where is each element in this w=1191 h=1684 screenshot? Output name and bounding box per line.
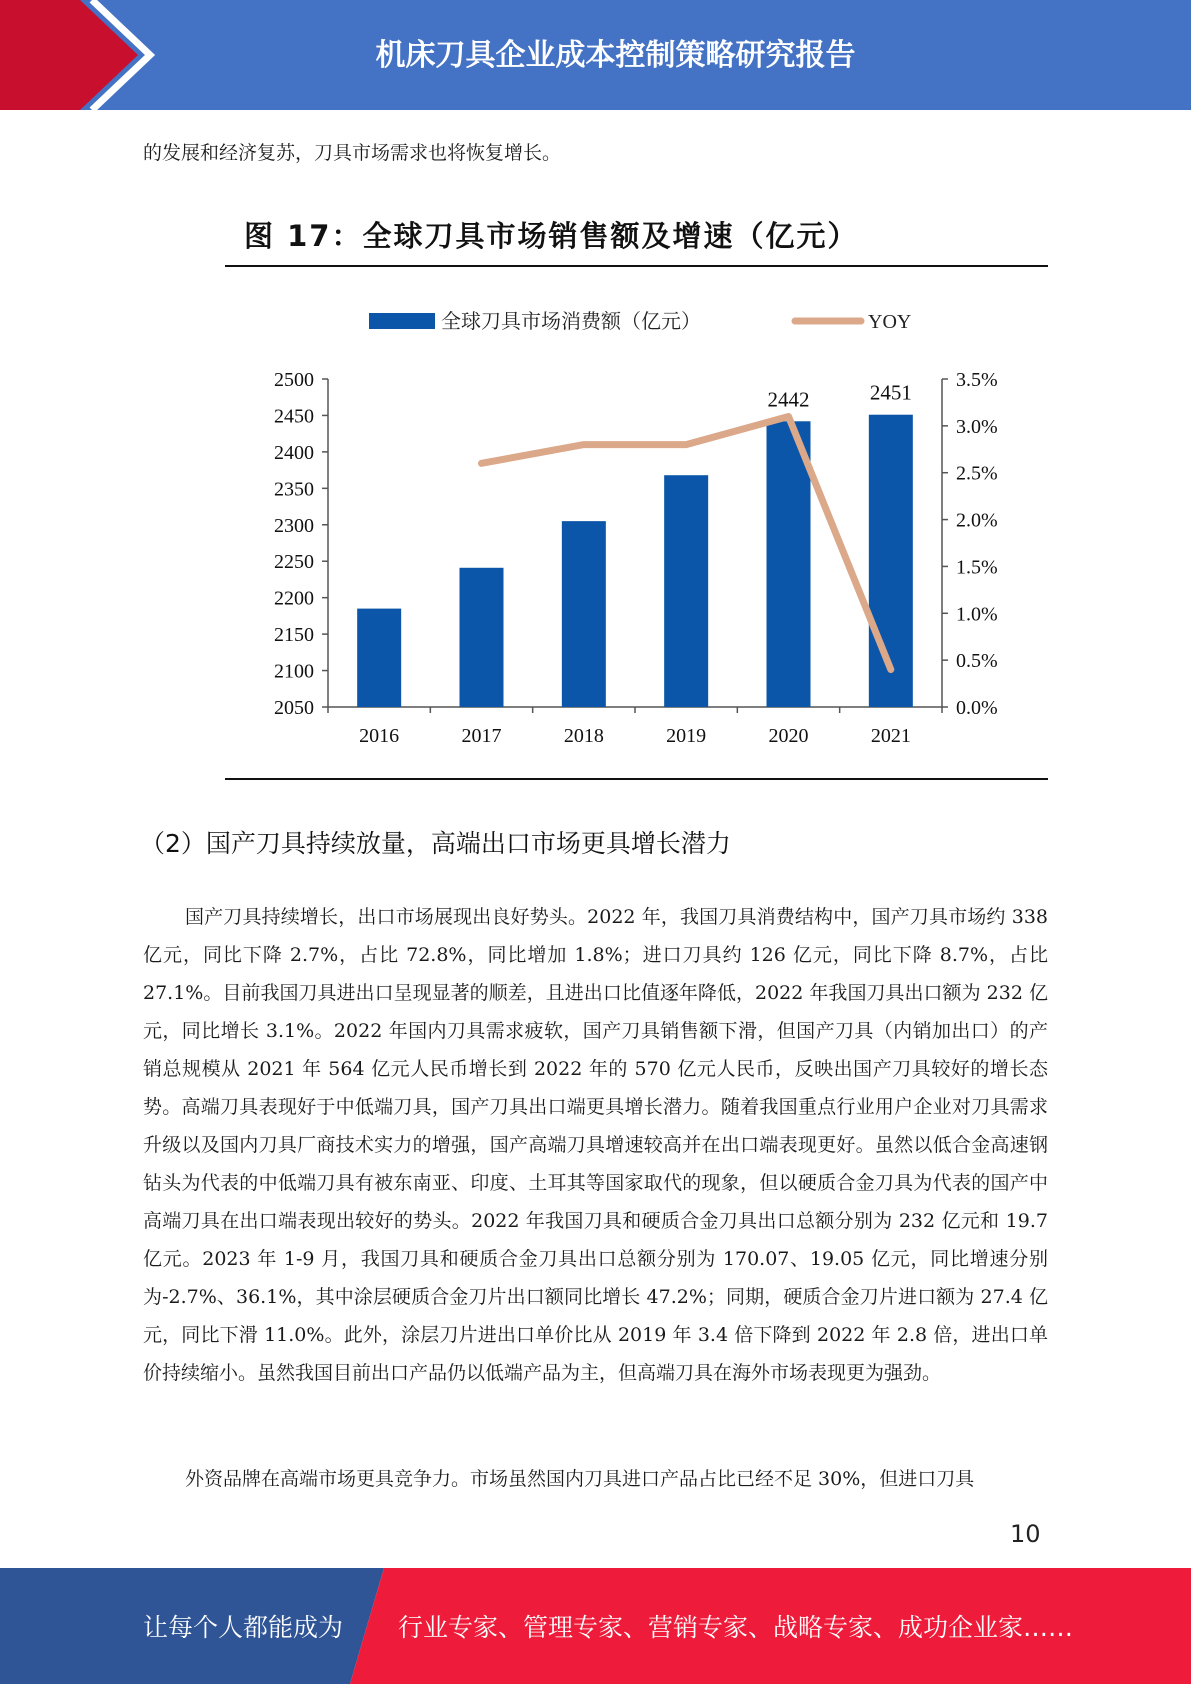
figure-bottom-rule [225, 778, 1048, 780]
y-left-tick-label: 2150 [274, 624, 314, 647]
x-tick-label: 2019 [666, 725, 707, 747]
figure-top-rule [225, 265, 1048, 267]
body-paragraph-2: 外资品牌在高端市场更具竞争力。市场虽然国内刀具进口产品占比已经不足 30%，但进口刀具 [185, 1468, 975, 1490]
intro-text: 的发展和经济复苏，刀具市场需求也将恢复增长。 [143, 142, 562, 164]
y-right-tick-label: 0.0% [956, 697, 998, 719]
report-title: 机床刀具企业成本控制策略研究报告 [375, 38, 856, 73]
y-right-tick-label: 2.5% [956, 462, 998, 485]
y-right-tick-label: 3.5% [956, 369, 998, 391]
body-paragraph-1: 国产刀具持续增长，出口市场展现出良好势头。2022 年，我国刀具消费结构中，国产刀具市场约 338 亿元，同比下降 2.7%，占比 72.8%，同比增加 1.8%；进口刀具约 126 亿元，同比下降 8.7%，占比 27.1%。目前我国刀具进出口呈现显著的顺差，且进出口比值逐年降低，2022 年我国刀具出口额为 232 亿元，同比增长 3.1%。2022 年国内刀具需求疲软，国产刀具销售额下滑，但国产刀具（内销加出口）的产销总规模从 2021 年 564 亿元人民币增长到 2022 年的 570 亿元人民币，反映出国产刀具较好的增长态势。高端刀具表现好于中低端刀具，国产刀具出口端更具增长潜力。随着我国重点行业用户企业对刀具需求升级以及国内刀具厂商技术实力的增强，国产高端刀具增速较高并在出口端表现更好。虽然以低合金高速钢钻头为代表的中低端刀具有被东南亚、印度、土耳其等国家取代的现象，但以硬质合金刀具为代表的国产中高端刀具在出口端表现出较好的势头。2022 年我国刀具和硬质合金刀具出口总额分别为 232 亿元和 19.7 亿元。2023 年 1-9 月，我国刀具和硬质合金刀具出口总额分别为 170.07、19.05 亿元，同比增速分别为-2.7%、36.1%，其中涂层硬质合金刀片出口额同比增长 47.2%；同期，硬质合金刀片进口额为 27.4 亿元，同比下滑 11.0%。此外，涂层刀片进出口单价比从 2019 年 3.4 倍下降到 2022 年 2.8 倍，进出口单价持续缩小。虽然我国目前出口产品仍以低端产品为主，但高端刀具在海外市场表现更为强劲。 [143, 906, 1048, 1384]
yoy-point-2019 [685, 443, 688, 446]
x-tick-label: 2020 [768, 725, 809, 747]
yoy-point-2020 [787, 415, 790, 418]
y-right-tick-label: 0.5% [956, 650, 998, 673]
legend-line-label: YOY [868, 311, 912, 333]
legend-bar-label: 全球刀具市场消费额（亿元） [441, 309, 701, 333]
y-left-tick-label: 2050 [274, 697, 314, 719]
bar-2018 [562, 521, 606, 707]
y-left-tick-label: 2450 [274, 405, 314, 428]
page-header [0, 0, 1191, 110]
y-left-tick-label: 2400 [274, 441, 314, 464]
yoy-point-2021 [889, 668, 892, 671]
y-left-tick-label: 2250 [274, 551, 314, 574]
x-tick-label: 2017 [461, 725, 502, 747]
y-left-tick-label: 2100 [274, 660, 314, 683]
figure-title: 图 17：全球刀具市场销售额及增速（亿元） [244, 219, 859, 253]
y-left-tick-label: 2300 [274, 514, 314, 537]
section-heading: （2）国产刀具持续放量，高端出口市场更具增长潜力 [140, 829, 731, 858]
y-right-tick-label: 3.0% [956, 415, 998, 438]
x-tick-label: 2021 [870, 725, 911, 747]
x-tick-label: 2018 [563, 725, 604, 747]
y-left-tick-label: 2200 [274, 587, 314, 610]
sales-chart [225, 280, 1048, 780]
y-right-tick-label: 2.0% [956, 509, 998, 532]
x-tick-label: 2016 [359, 725, 400, 747]
legend-bar-swatch [369, 313, 435, 329]
bar-2017 [460, 568, 504, 707]
page-number: 10 [1010, 1520, 1041, 1548]
yoy-point-2018 [582, 443, 585, 446]
y-left-tick-label: 2500 [274, 369, 314, 391]
footer-slogan-left: 让每个人都能成为 [143, 1613, 344, 1642]
page-footer [0, 1568, 1191, 1684]
bar-2016 [357, 609, 401, 707]
bar-data-label: 2442 [767, 387, 810, 412]
bar-2020 [767, 421, 811, 707]
footer-slogan-right: 行业专家、管理专家、营销专家、战略专家、成功企业家…… [398, 1613, 1074, 1642]
y-right-tick-label: 1.5% [956, 556, 998, 579]
bar-2019 [664, 475, 708, 707]
bar-data-label: 2451 [869, 380, 912, 405]
y-left-tick-label: 2350 [274, 478, 314, 501]
yoy-point-2017 [480, 462, 483, 465]
y-right-tick-label: 1.0% [956, 603, 998, 626]
